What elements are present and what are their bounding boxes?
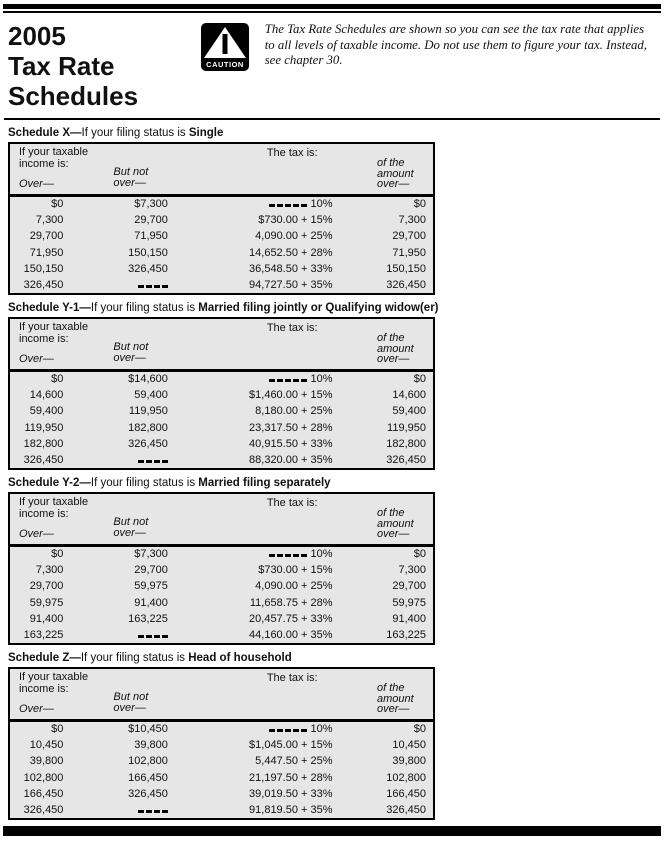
cell-of-amount-over: 119,950 — [387, 421, 426, 434]
schedules-content — [8, 127, 664, 820]
cell-of-amount-over: 150,150 — [386, 263, 426, 276]
filing-status: Head of household — [188, 652, 292, 664]
cell-but-not-over: $10,450 — [128, 723, 168, 735]
cell-over: 150,150 — [23, 263, 64, 276]
col-header-over: Over— — [19, 352, 54, 365]
cell-but-not-over — [99, 803, 197, 820]
cell-but-not-over: $7,300 — [134, 198, 168, 210]
schedule-y1-title — [8, 302, 664, 314]
col-header-the-tax-is: The tax is: — [266, 497, 318, 509]
schedule-z-section — [8, 652, 664, 820]
cell-but-not-over: 29,700 — [134, 563, 168, 576]
cell-over: 29,700 — [29, 580, 64, 593]
filing-status: Married filing jointly or Qualifying widow(er) — [198, 302, 439, 314]
schedule-z-title — [8, 652, 664, 664]
dash-placeholder — [138, 455, 168, 463]
cell-of-amount-over: $0 — [413, 373, 426, 385]
col-header-of-amount-over: of the amount over— — [377, 682, 414, 715]
table-row — [9, 278, 434, 295]
cell-but-not-over: 59,400 — [134, 388, 168, 401]
cell-tax: 10% — [198, 545, 339, 562]
page-header — [0, 13, 664, 111]
cell-of-amount-over: $0 — [413, 723, 426, 735]
cell-tax: $730.00 + 15% — [258, 563, 333, 576]
col-header-taxable-income: If your taxable income is: Over— — [19, 496, 89, 540]
cell-tax: 88,320.00 + 35% — [249, 454, 333, 467]
filing-status: Single — [188, 127, 224, 139]
cell-tax: $730.00 + 15% — [258, 213, 333, 226]
cell-but-not-over: $14,600 — [128, 373, 168, 385]
dash-placeholder — [269, 724, 307, 732]
schedule-name: Schedule Y-2— — [8, 477, 91, 489]
title-line-year: 2005 — [8, 21, 66, 51]
cell-tax: 10% — [198, 720, 339, 737]
cell-of-amount-over: 7,300 — [398, 563, 426, 576]
cell-of-amount-over: $0 — [413, 198, 426, 210]
caution-label: CAUTION — [205, 60, 244, 69]
cell-but-not-over: 102,800 — [128, 755, 168, 768]
cell-over: 14,600 — [29, 388, 64, 401]
table-header-row — [9, 668, 434, 720]
table-row — [9, 195, 434, 212]
table-row — [9, 753, 434, 770]
cell-tax: 40,915.50 + 33% — [249, 438, 333, 451]
table-row — [9, 370, 434, 387]
table-row — [9, 453, 434, 470]
table-row — [9, 770, 434, 787]
cell-over: 10,450 — [29, 738, 64, 751]
page-top-rules — [3, 4, 661, 13]
cell-tax: 8,180.00 + 25% — [255, 405, 333, 418]
cell-but-not-over: 166,450 — [128, 771, 168, 784]
cell-but-not-over: 163,225 — [128, 613, 168, 626]
schedule-title-mid: If your filing status is — [90, 477, 199, 489]
cell-over: 102,800 — [23, 771, 64, 784]
col-header-taxable-income: If your taxable income is: Over— — [19, 671, 89, 715]
cell-over: 71,950 — [29, 246, 64, 259]
schedule-y2-table — [8, 492, 435, 645]
title-line-tax-rate: Tax Rate — [8, 51, 115, 81]
cell-over: 166,450 — [23, 788, 64, 801]
col-header-but-not-over: But not over— — [113, 340, 149, 364]
cell-but-not-over: 326,450 — [128, 263, 168, 276]
cell-over: 182,800 — [23, 438, 64, 451]
cell-tax: 36,548.50 + 33% — [249, 263, 333, 276]
table-row — [9, 611, 434, 628]
col-header-over: Over— — [19, 527, 54, 540]
table-row — [9, 545, 434, 562]
cell-over: 326,450 — [23, 804, 64, 817]
cell-over: 326,450 — [23, 454, 64, 467]
table-row — [9, 387, 434, 404]
caution-icon — [201, 23, 249, 111]
table-row — [9, 420, 434, 437]
cell-tax: 21,197.50 + 28% — [249, 771, 333, 784]
cell-but-not-over: $7,300 — [134, 548, 168, 560]
cell-of-amount-over: 29,700 — [392, 580, 426, 593]
table-row — [9, 562, 434, 579]
top-rule-thick — [3, 4, 661, 9]
col-header-the-tax-is: The tax is: — [266, 322, 318, 334]
schedule-name: Schedule Y-1— — [8, 302, 91, 314]
cell-of-amount-over: 7,300 — [398, 213, 426, 226]
dash-placeholder — [269, 549, 307, 557]
col-header-but-not-over: But not over— — [113, 165, 149, 189]
cell-but-not-over — [99, 453, 197, 470]
cell-tax: 14,652.50 + 28% — [249, 246, 333, 259]
col-header-the-tax-is: The tax is: — [266, 672, 318, 684]
cell-over: 39,800 — [29, 755, 64, 768]
cell-of-amount-over: 166,450 — [386, 788, 426, 801]
cell-over: $0 — [51, 198, 64, 210]
table-row — [9, 803, 434, 820]
cell-over: 326,450 — [23, 279, 64, 292]
schedule-name: Schedule Z— — [8, 652, 81, 664]
cell-over: 7,300 — [35, 563, 64, 576]
cell-over: 91,400 — [29, 613, 64, 626]
cell-over: 163,225 — [23, 629, 64, 642]
schedule-title-mid: If your filing status is — [80, 652, 189, 664]
header-rule — [4, 118, 660, 120]
cell-tax: 11,658.75 + 28% — [249, 596, 333, 609]
cell-tax: $1,045.00 + 15% — [249, 738, 333, 751]
schedule-y1-table — [8, 317, 435, 470]
cell-of-amount-over: 14,600 — [392, 388, 426, 401]
schedule-z-table — [8, 667, 435, 820]
col-header-of-amount-over: of the amount over— — [377, 507, 414, 540]
intro-text: The Tax Rate Schedules are shown so you can see the tax rate that applies to all levels of taxable income. Do not use them to figure your tax. Instead, see chapter 30. — [264, 22, 647, 67]
cell-of-amount-over: 91,400 — [392, 613, 426, 626]
cell-over: $0 — [51, 373, 64, 385]
table-row — [9, 228, 434, 245]
col-header-over: Over— — [19, 177, 54, 190]
cell-but-not-over: 326,450 — [128, 438, 168, 451]
cell-of-amount-over: 59,400 — [392, 405, 426, 418]
table-row — [9, 595, 434, 612]
cell-of-amount-over: 39,800 — [392, 755, 426, 768]
cell-over: 7,300 — [35, 213, 64, 226]
cell-but-not-over: 29,700 — [134, 213, 168, 226]
cell-but-not-over: 91,400 — [134, 596, 168, 609]
table-row — [9, 436, 434, 453]
cell-of-amount-over: 182,800 — [386, 438, 426, 451]
cell-but-not-over: 150,150 — [128, 246, 168, 259]
cell-of-amount-over: 10,450 — [392, 738, 426, 751]
schedule-y1-section — [8, 302, 664, 470]
cell-tax: 20,457.75 + 33% — [249, 613, 333, 626]
cell-over: 29,700 — [29, 230, 64, 243]
schedule-x-title — [8, 127, 664, 139]
table-row — [9, 720, 434, 737]
cell-but-not-over: 119,950 — [128, 405, 168, 418]
table-row — [9, 403, 434, 420]
cell-tax: 39,019.50 + 33% — [249, 788, 333, 801]
table-row — [9, 737, 434, 754]
cell-over: 119,950 — [24, 421, 64, 434]
table-header-row — [9, 493, 434, 545]
schedule-title-mid: If your filing status is — [90, 302, 199, 314]
cell-but-not-over: 39,800 — [134, 738, 168, 751]
cell-tax: 10% — [198, 195, 339, 212]
cell-of-amount-over: 326,450 — [386, 454, 426, 467]
cell-of-amount-over: 163,225 — [386, 629, 426, 642]
cell-tax: 4,090.00 + 25% — [255, 230, 333, 243]
col-header-over: Over— — [19, 702, 54, 715]
cell-tax: 44,160.00 + 35% — [249, 629, 333, 642]
table-row — [9, 261, 434, 278]
footer-bar — [3, 826, 661, 836]
schedule-title-mid: If your filing status is — [81, 127, 189, 139]
cell-but-not-over: 59,975 — [134, 580, 168, 593]
schedule-name: Schedule X— — [8, 127, 82, 139]
cell-over: 59,975 — [29, 596, 64, 609]
col-header-but-not-over: But not over— — [113, 690, 149, 714]
cell-over: $0 — [51, 723, 64, 735]
col-header-of-amount-over: of the amount over— — [377, 157, 414, 190]
filing-status: Married filing separately — [198, 477, 331, 489]
cell-but-not-over: 182,800 — [128, 421, 168, 434]
cell-tax: 5,447.50 + 25% — [255, 755, 333, 768]
cell-but-not-over: 71,950 — [134, 230, 168, 243]
dash-placeholder — [138, 280, 168, 288]
cell-of-amount-over: 29,700 — [392, 230, 426, 243]
dash-placeholder — [269, 374, 307, 382]
table-header-row — [9, 143, 434, 195]
dash-placeholder — [138, 630, 168, 638]
cell-but-not-over — [99, 278, 197, 295]
table-row — [9, 245, 434, 262]
cell-of-amount-over: 326,450 — [386, 804, 426, 817]
col-header-of-amount-over: of the amount over— — [377, 332, 414, 365]
schedule-y2-section — [8, 477, 664, 645]
cell-tax: 4,090.00 + 25% — [255, 580, 333, 593]
col-header-but-not-over: But not over— — [113, 515, 149, 539]
cell-but-not-over — [99, 628, 197, 645]
schedule-y2-title — [8, 477, 664, 489]
cell-tax: 23,317.50 + 28% — [249, 421, 333, 434]
col-header-taxable-income: If your taxable income is: Over— — [19, 321, 89, 365]
cell-of-amount-over: 102,800 — [386, 771, 426, 784]
cell-tax: $1,460.00 + 15% — [249, 388, 333, 401]
cell-of-amount-over: 71,950 — [392, 246, 426, 259]
cell-tax: 10% — [198, 370, 339, 387]
table-row — [9, 578, 434, 595]
cell-tax: 91,819.50 + 35% — [249, 804, 333, 817]
col-header-the-tax-is: The tax is: — [266, 147, 318, 159]
col-header-taxable-income: If your taxable income is: Over— — [19, 146, 89, 190]
table-row — [9, 786, 434, 803]
title-line-schedules: Schedules — [8, 81, 139, 111]
cell-tax: 94,727.50 + 35% — [249, 279, 333, 292]
cell-of-amount-over: $0 — [413, 548, 426, 560]
cell-over: 59,400 — [29, 405, 64, 418]
cell-over: $0 — [51, 548, 64, 560]
dash-placeholder — [138, 805, 168, 813]
cell-of-amount-over: 59,975 — [392, 596, 426, 609]
table-header-row — [9, 318, 434, 370]
cell-of-amount-over: 326,450 — [386, 279, 426, 292]
table-row — [9, 212, 434, 229]
schedule-x-table — [8, 142, 435, 295]
table-row — [9, 628, 434, 645]
page-title — [8, 21, 201, 111]
dash-placeholder — [269, 199, 307, 207]
schedule-x-section — [8, 127, 664, 295]
cell-but-not-over: 326,450 — [128, 788, 168, 801]
